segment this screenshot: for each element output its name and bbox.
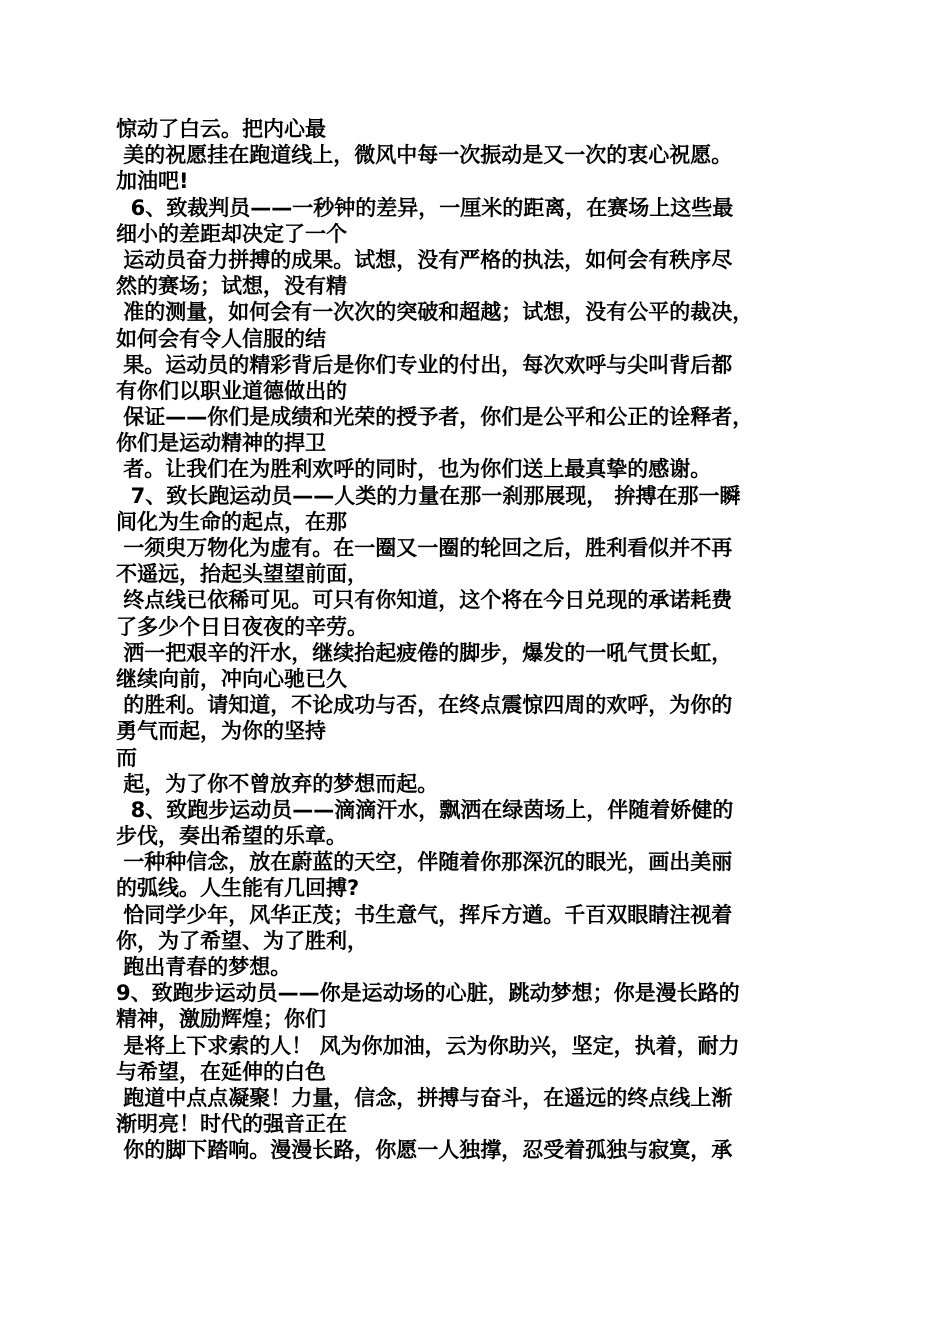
text-line: 惊动了白云。把内心最 <box>116 117 326 141</box>
text-line: 步伐，奏出希望的乐章。 <box>116 824 347 849</box>
text-line: 洒一把艰辛的汗水，继续抬起疲倦的脚步，爆发的一吼气贯长虹， <box>116 640 733 665</box>
text-line: 准的测量，如何会有一次次的突破和超越；试想，没有公平的裁决， <box>116 300 754 325</box>
text-line: 果。运动员的精彩背后是你们专业的付出，每次欢呼与尖叫背后都 <box>116 352 733 377</box>
text-line: 细小的差距却决定了一个 <box>116 221 347 246</box>
text-line: 跑出青春的梦想。 <box>116 955 292 979</box>
text-line: 6、致裁判员——一秒钟的差异，一厘米的距离，在赛场上这些最 <box>116 195 734 220</box>
text-line: 一种种信念，放在蔚蓝的天空，伴随着你那深沉的眼光，画出美丽 <box>116 850 733 875</box>
document-body <box>116 116 836 1164</box>
text-line: 了多少个日日夜夜的辛劳。 <box>116 614 368 639</box>
text-line: 的弧线。人生能有几回搏? <box>116 876 360 901</box>
text-line: 恰同学少年，风华正茂；书生意气，挥斥方遒。千百双眼睛注视着 <box>116 902 733 927</box>
text-line: 运动员奋力拼搏的成果。试想，没有严格的执法，如何会有秩序尽 <box>116 247 733 272</box>
text-line: 的胜利。请知道，不论成功与否，在终点震惊四周的欢呼，为你的 <box>116 693 733 718</box>
text-line: 有你们以职业道德做出的 <box>116 378 347 403</box>
text-line: 不遥远，抬起头望望前面， <box>116 562 368 587</box>
text-line: 你，为了希望、为了胜利， <box>116 928 368 953</box>
text-line: 而 <box>116 745 137 770</box>
text-line: 8、致跑步运动员——滴滴汗水，飘洒在绿茵场上，伴随着娇健的 <box>116 797 734 822</box>
text-line: 间化为生命的起点，在那 <box>116 509 347 534</box>
text-line: 与希望，在延伸的白色 <box>116 1059 326 1084</box>
text-line: 跑道中点点凝聚！力量，信念，拼搏与奋斗，在遥远的终点线上渐 <box>116 1085 733 1110</box>
text-line: 9、致跑步运动员——你是运动场的心脏，跳动梦想；你是漫长路的 <box>116 981 740 1006</box>
text-line: 加油吧! <box>116 169 189 194</box>
text-line: 如何会有令人信服的结 <box>116 326 326 351</box>
text-line: 你们是运动精神的捍卫 <box>116 431 326 456</box>
text-line: 起，为了你不曾放弃的梦想而起。 <box>116 771 439 796</box>
text-line: 美的祝愿挂在跑道线上，微风中每一次振动是又一次的衷心祝愿。 <box>116 143 733 168</box>
text-line: 7、致长跑运动员——人类的力量在那一刹那展现， 拚搏在那一瞬 <box>116 483 741 508</box>
text-line: 继续向前，冲向心驰已久 <box>116 666 347 691</box>
text-line: 是将上下求索的人！ 风为你加油，云为你助兴，坚定，执着，耐力 <box>116 1033 740 1058</box>
text-line: 者。让我们在为胜利欢呼的同时，也为你们送上最真挚的感谢。 <box>116 457 712 482</box>
text-line: 保证——你们是成绩和光荣的授予者，你们是公平和公正的诠释者， <box>116 405 754 430</box>
text-line: 勇气而起，为你的坚持 <box>116 719 326 744</box>
text-line: 一须臾万物化为虚有。在一圈又一圈的轮回之后，胜利看似并不再 <box>116 536 733 560</box>
text-line: 终点线已依稀可见。可只有你知道，这个将在今日兑现的承诺耗费 <box>116 588 733 613</box>
text-line: 精神，激励辉煌；你们 <box>116 1007 326 1032</box>
text-line: 渐明亮！时代的强音正在 <box>116 1112 347 1137</box>
text-line: 然的赛场；试想，没有精 <box>116 274 347 299</box>
text-line: 你的脚下踏响。漫漫长路，你愿一人独撑，忍受着孤独与寂寞，承 <box>116 1138 733 1163</box>
